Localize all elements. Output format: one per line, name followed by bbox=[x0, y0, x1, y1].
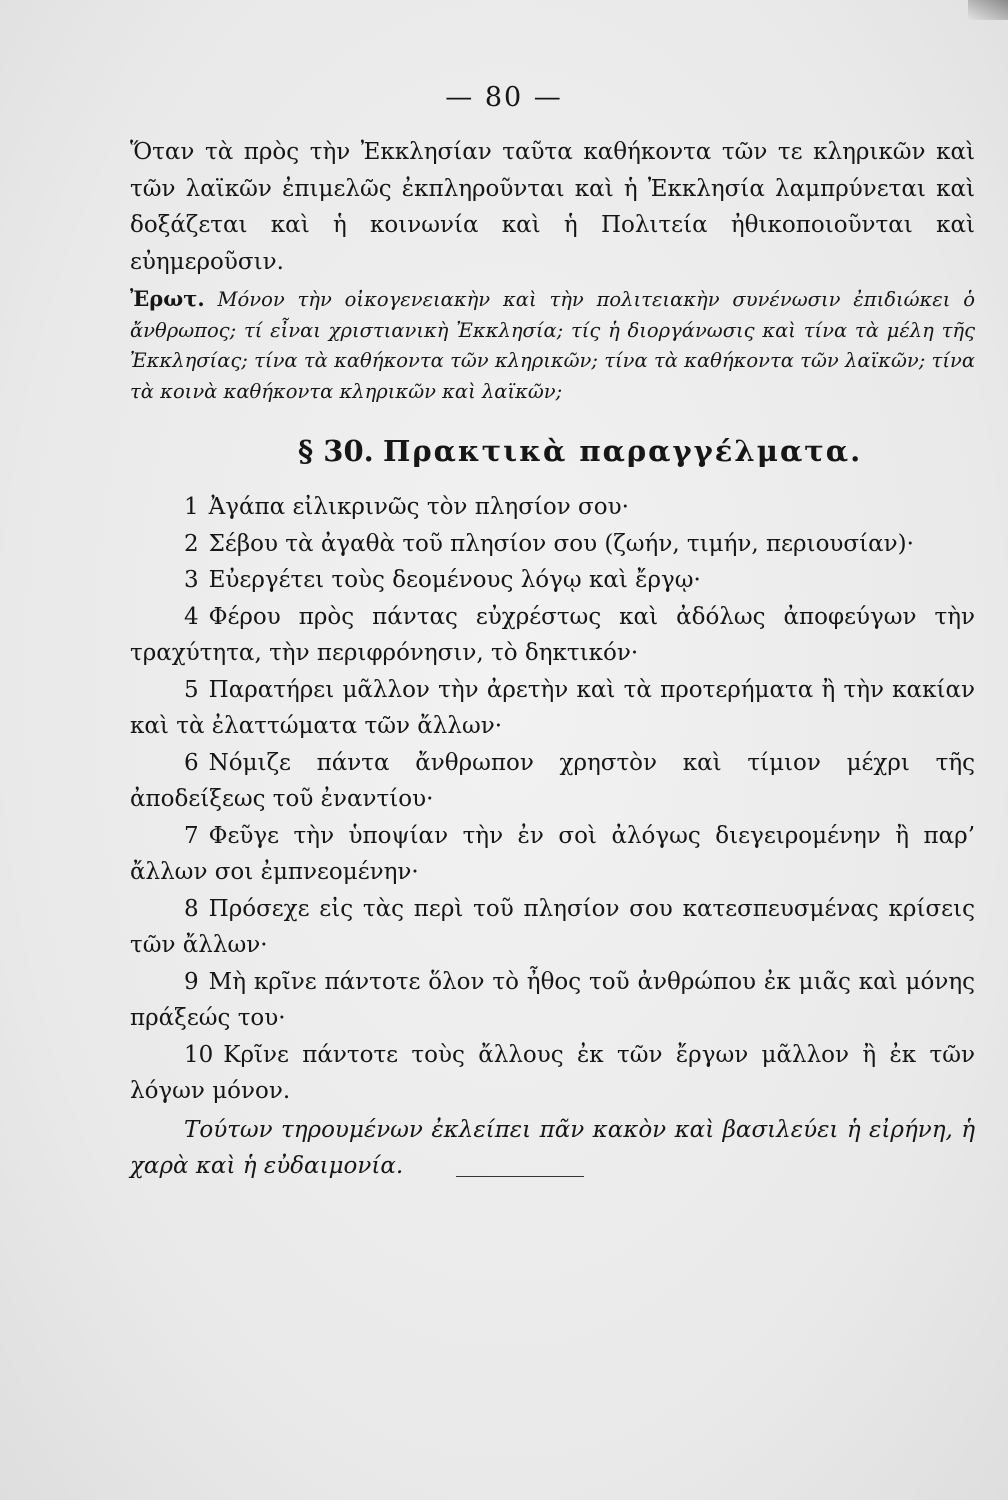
rule-number: 3 bbox=[184, 567, 199, 593]
section-number: § 30. bbox=[298, 434, 374, 468]
rule-number: 5 bbox=[184, 676, 199, 703]
section-heading bbox=[130, 431, 975, 471]
question-text: Μόνον τὴν οἰκογενειακὴν καὶ τὴν πολιτειακὴν συνένωσιν ἐπιδιώκει ὁ ἄνθρωπος; τί εἶναι χριστιανικὴ Ἐκκλησία; τίς ἡ διοργάνωσις καὶ τίνα τὰ μέλη τῆς Ἐκκλησίας; τίνα τὰ καθήκοντα τῶν κληρικῶν; τίνα τὰ καθήκοντα τῶν λαϊκῶν; τίνα τὰ κοινὰ καθήκοντα κληρικῶν καὶ λαϊκῶν; bbox=[130, 288, 975, 403]
rules-list bbox=[130, 489, 975, 1110]
section-title: Πρακτικὰ παραγγέλματα. bbox=[382, 434, 863, 468]
rule-text: Κρῖνε πάντοτε τοὺς ἄλλους ἐκ τῶν ἔργων μᾶλλον ἢ ἐκ τῶν λόγων μόνον. bbox=[130, 1041, 975, 1104]
rule-item bbox=[130, 1037, 975, 1110]
rule-item bbox=[130, 489, 975, 526]
rule-number: 7 bbox=[184, 822, 199, 849]
closing-divider bbox=[456, 1176, 584, 1177]
rule-number: 6 bbox=[184, 749, 199, 776]
rule-item bbox=[130, 745, 975, 818]
rule-item bbox=[130, 672, 975, 745]
rule-number: 10 bbox=[184, 1041, 214, 1068]
question-paragraph bbox=[130, 284, 975, 407]
rule-text: Νόμιζε πάντα ἄνθρωπον χρηστὸν καὶ τίμιον μέχρι τῆς ἀποδείξεως τοῦ ἐναντίου· bbox=[130, 749, 975, 812]
rule-text: Ἀγάπα εἰλικρινῶς τὸν πλησίον σου· bbox=[208, 494, 629, 520]
rule-text: Παρατήρει μᾶλλον τὴν ἀρετὴν καὶ τὰ προτερήματα ἢ τὴν κακίαν καὶ τὰ ἐλαττώματα τῶν ἄλλων· bbox=[130, 676, 975, 739]
intro-paragraph: Ὅταν τὰ πρὸς τὴν Ἐκκλησίαν ταῦτα καθήκοντα τῶν τε κληρικῶν καὶ τῶν λαϊκῶν ἐπιμελῶς ἐκπληροῦνται καὶ ἡ Ἐκκλησία λαμπρύνεται καὶ δοξάζεται καὶ ἡ κοινωνία καὶ ἡ Πολιτεία ἠθικοποιοῦνται καὶ εὐημεροῦσιν. bbox=[130, 139, 975, 275]
rule-number: 8 bbox=[184, 895, 199, 922]
conclusion-paragraph: Τούτων τηρουμένων ἐκλείπει πᾶν κακὸν καὶ βασιλεύει ἡ εἰρήνη, ἡ χαρὰ καὶ ἡ εὐδαιμονία. bbox=[130, 1116, 975, 1179]
rule-text: Μὴ κρῖνε πάντοτε ὅλον τὸ ἦθος τοῦ ἀνθρώπου ἐκ μιᾶς καὶ μόνης πράξεώς του· bbox=[130, 968, 975, 1031]
rule-text: Σέβου τὰ ἀγαθὰ τοῦ πλησίον σου (ζωήν, τιμήν, περιουσίαν)· bbox=[208, 530, 914, 557]
rule-number: 2 bbox=[184, 530, 199, 557]
rule-item bbox=[130, 562, 975, 599]
rule-number: 1 bbox=[184, 494, 199, 520]
rule-text: Πρόσεχε εἰς τὰς περὶ τοῦ πλησίον σου κατεσπευσμένας κρίσεις τῶν ἄλλων· bbox=[130, 895, 975, 958]
rule-item bbox=[130, 526, 975, 563]
page-number: — 80 — bbox=[445, 82, 563, 113]
rule-text: Φέρου πρὸς πάντας εὐχρέστως καὶ ἀδόλως ἀποφεύγων τὴν τραχύτητα, τὴν περιφρόνησιν, τὸ δηκτικόν· bbox=[130, 603, 975, 666]
rule-item bbox=[130, 891, 975, 964]
rule-item bbox=[130, 964, 975, 1037]
rule-number: 9 bbox=[184, 968, 199, 995]
rule-item bbox=[130, 818, 975, 891]
page-content bbox=[130, 134, 975, 1208]
question-label: Ἐρωτ. bbox=[130, 286, 205, 311]
rule-number: 4 bbox=[184, 603, 199, 630]
page-corner-stain bbox=[968, 0, 1008, 20]
rule-text: Φεῦγε τὴν ὑποψίαν τὴν ἐν σοὶ ἀλόγως διεγειρομένην ἢ παρ’ ἄλλων σοι ἐμπνεομένην· bbox=[130, 822, 975, 885]
rule-item bbox=[130, 599, 975, 672]
rule-text: Εὐεργέτει τοὺς δεομένους λόγῳ καὶ ἔργῳ· bbox=[208, 567, 701, 593]
